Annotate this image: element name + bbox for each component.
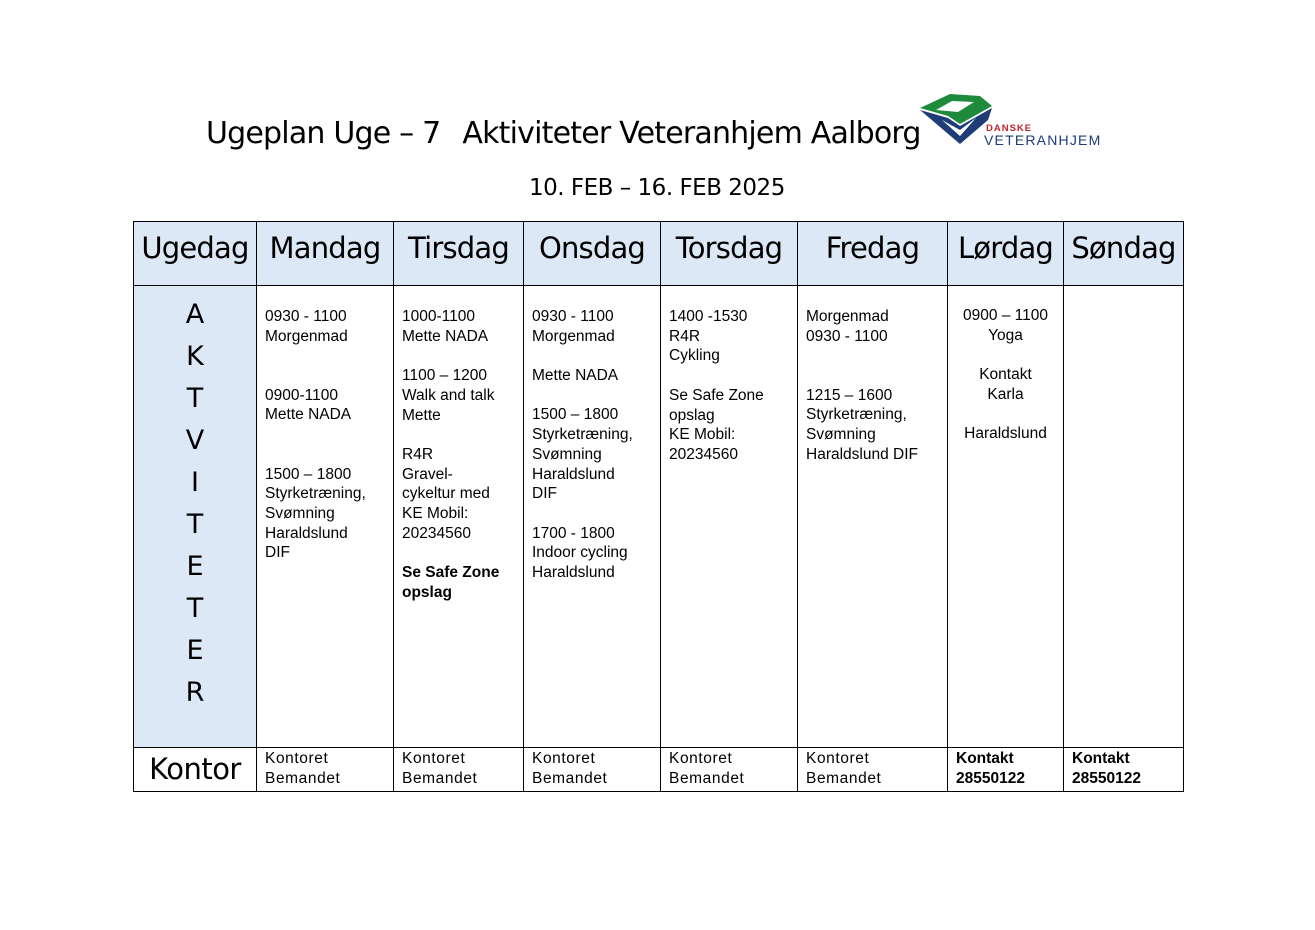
office-line: Kontoret <box>669 750 733 767</box>
danske-veteranhjem-logo <box>918 90 1113 150</box>
activity-line-bold: opslag <box>402 583 452 601</box>
activity-cell-sunday <box>1064 286 1184 748</box>
activity-line: Mette <box>402 406 441 424</box>
activity-line-bold: Se Safe Zone <box>402 564 500 582</box>
title-activities: Aktiviteter Veteranhjem Aalborg <box>462 116 921 151</box>
office-cell-thursday <box>661 748 798 792</box>
column-header: Onsdag <box>524 222 661 286</box>
title-week: Ugeplan Uge – 7 <box>206 116 441 151</box>
office-line: Bemandet <box>532 769 608 787</box>
activity-line: 1400 -1530 <box>669 308 748 325</box>
activity-line <box>669 366 789 386</box>
activity-line: Morgenmad <box>532 327 615 345</box>
activity-cell-saturday <box>948 286 1064 748</box>
activity-line <box>265 445 385 465</box>
office-line: Bemandet <box>806 769 882 787</box>
activity-line: KE Mobil: <box>669 426 736 444</box>
activity-line <box>402 346 515 366</box>
logo-text-veteranhjem: VETERANHJEM <box>984 132 1102 148</box>
activities-row <box>134 286 1184 748</box>
activity-line: Indoor cycling <box>532 544 628 562</box>
activities-label-letter: A <box>185 299 205 330</box>
activity-line <box>402 543 515 563</box>
activity-line: Mette NADA <box>265 406 352 424</box>
activity-line: Haraldslund <box>532 564 615 582</box>
office-line: Bemandet <box>669 769 745 787</box>
activities-label-letter: E <box>186 551 204 582</box>
activity-line: Morgenmad <box>806 308 889 325</box>
activity-line: Haraldslund <box>532 465 615 483</box>
activity-line: Yoga <box>988 326 1023 344</box>
activity-cell-tuesday <box>394 286 524 748</box>
office-line: 28550122 <box>956 769 1025 787</box>
activity-line: 1700 - 1800 <box>532 524 615 542</box>
activity-line <box>806 346 939 366</box>
office-cell-friday <box>798 748 948 792</box>
activity-line: Styrketræning, <box>806 406 907 424</box>
header-row <box>134 222 1184 286</box>
activity-line <box>265 346 385 366</box>
office-cell-saturday <box>948 748 1064 792</box>
activities-label-letter: T <box>186 593 204 624</box>
activity-line: Haraldslund <box>265 524 348 542</box>
office-cell-sunday <box>1064 748 1184 792</box>
activity-line <box>265 425 385 445</box>
weekly-schedule-table <box>133 221 1184 792</box>
activity-line: Cykling <box>669 347 720 365</box>
activity-line: 0930 - 1100 <box>806 327 888 345</box>
activity-line: KE Mobil: <box>402 505 469 522</box>
activity-line: Haraldslund <box>964 425 1047 443</box>
activity-line: 0900 – 1100 <box>962 307 1049 324</box>
activity-line <box>956 405 1055 425</box>
activity-line: Haraldslund DIF <box>806 445 918 463</box>
activities-label-letter: I <box>191 467 199 498</box>
activity-line: cykeltur med <box>402 485 490 503</box>
activity-line: Se Safe Zone <box>669 386 764 404</box>
office-line: Bemandet <box>265 769 341 787</box>
activity-line <box>402 425 515 445</box>
office-line: Bemandet <box>402 769 478 787</box>
office-line: Kontoret <box>806 750 870 767</box>
activity-line <box>532 386 652 406</box>
logo-text-danske: DANSKE <box>986 123 1033 134</box>
page-title <box>206 116 921 151</box>
activities-label-letter: K <box>186 341 204 372</box>
activity-line: 1215 – 1600 <box>806 386 893 404</box>
activity-line: 20234560 <box>669 445 738 463</box>
activities-label-letter: E <box>186 635 204 666</box>
activity-line: 1100 – 1200 <box>402 367 488 385</box>
column-header: Lørdag <box>948 222 1064 286</box>
activities-row-label <box>134 286 257 748</box>
activity-line: R4R <box>669 327 701 345</box>
office-line: Kontoret <box>532 750 596 767</box>
activity-line <box>956 345 1055 365</box>
date-range: 10. FEB – 16. FEB 2025 <box>529 175 785 201</box>
office-cell-monday <box>257 748 394 792</box>
activity-line: Karla <box>987 385 1024 403</box>
activity-line: Svømning <box>265 504 335 522</box>
office-cell-tuesday <box>394 748 524 792</box>
office-line: Kontakt <box>1072 750 1130 767</box>
activity-cell-monday <box>257 286 394 748</box>
activity-line: Mette NADA <box>402 327 489 345</box>
activity-line: Styrketræning, <box>532 426 633 444</box>
office-row-label: Kontor <box>134 748 257 792</box>
column-header: Ugedag <box>134 222 257 286</box>
activity-line: R4R <box>402 445 434 463</box>
activity-line: opslag <box>669 406 715 424</box>
activity-line: 1500 – 1800 <box>532 406 619 424</box>
activity-line: DIF <box>532 485 557 503</box>
activity-cell-thursday <box>661 286 798 748</box>
activity-line: Kontakt <box>979 366 1032 384</box>
activity-line: Styrketræning, <box>265 485 366 503</box>
office-cell-wednesday <box>524 748 661 792</box>
activity-line: 0930 - 1100 <box>265 308 347 325</box>
activity-line <box>265 366 385 386</box>
column-header: Mandag <box>257 222 394 286</box>
office-line: Kontoret <box>265 750 329 767</box>
activity-line: DIF <box>265 544 290 562</box>
activity-line: 20234560 <box>402 524 471 542</box>
activity-line <box>806 366 939 386</box>
activity-line: 1500 – 1800 <box>265 465 352 483</box>
activities-label-letter: V <box>185 425 205 456</box>
office-line: 28550122 <box>1072 769 1141 787</box>
activities-label-letter: R <box>185 677 205 708</box>
activities-label-letter: T <box>186 383 204 414</box>
activity-cell-friday <box>798 286 948 748</box>
office-line: Kontoret <box>402 750 466 767</box>
activities-label-letter: T <box>186 509 204 540</box>
activity-line: 0930 - 1100 <box>532 308 614 325</box>
activity-line: 1000-1100 <box>402 308 475 325</box>
office-line: Kontakt <box>956 750 1014 767</box>
activity-line: 0900-1100 <box>265 386 338 404</box>
activity-line <box>532 346 652 366</box>
activity-line: Mette NADA <box>532 367 619 385</box>
activity-line <box>532 504 652 524</box>
office-row <box>134 748 1184 792</box>
activity-line: Svømning <box>806 426 876 444</box>
activity-line: Gravel- <box>402 465 453 483</box>
activity-line: Morgenmad <box>265 327 348 345</box>
activity-cell-wednesday <box>524 286 661 748</box>
column-header: Torsdag <box>661 222 798 286</box>
activity-line: Svømning <box>532 445 602 463</box>
column-header: Tirsdag <box>394 222 524 286</box>
column-header: Søndag <box>1064 222 1184 286</box>
activity-line: Walk and talk <box>402 386 495 404</box>
column-header: Fredag <box>798 222 948 286</box>
